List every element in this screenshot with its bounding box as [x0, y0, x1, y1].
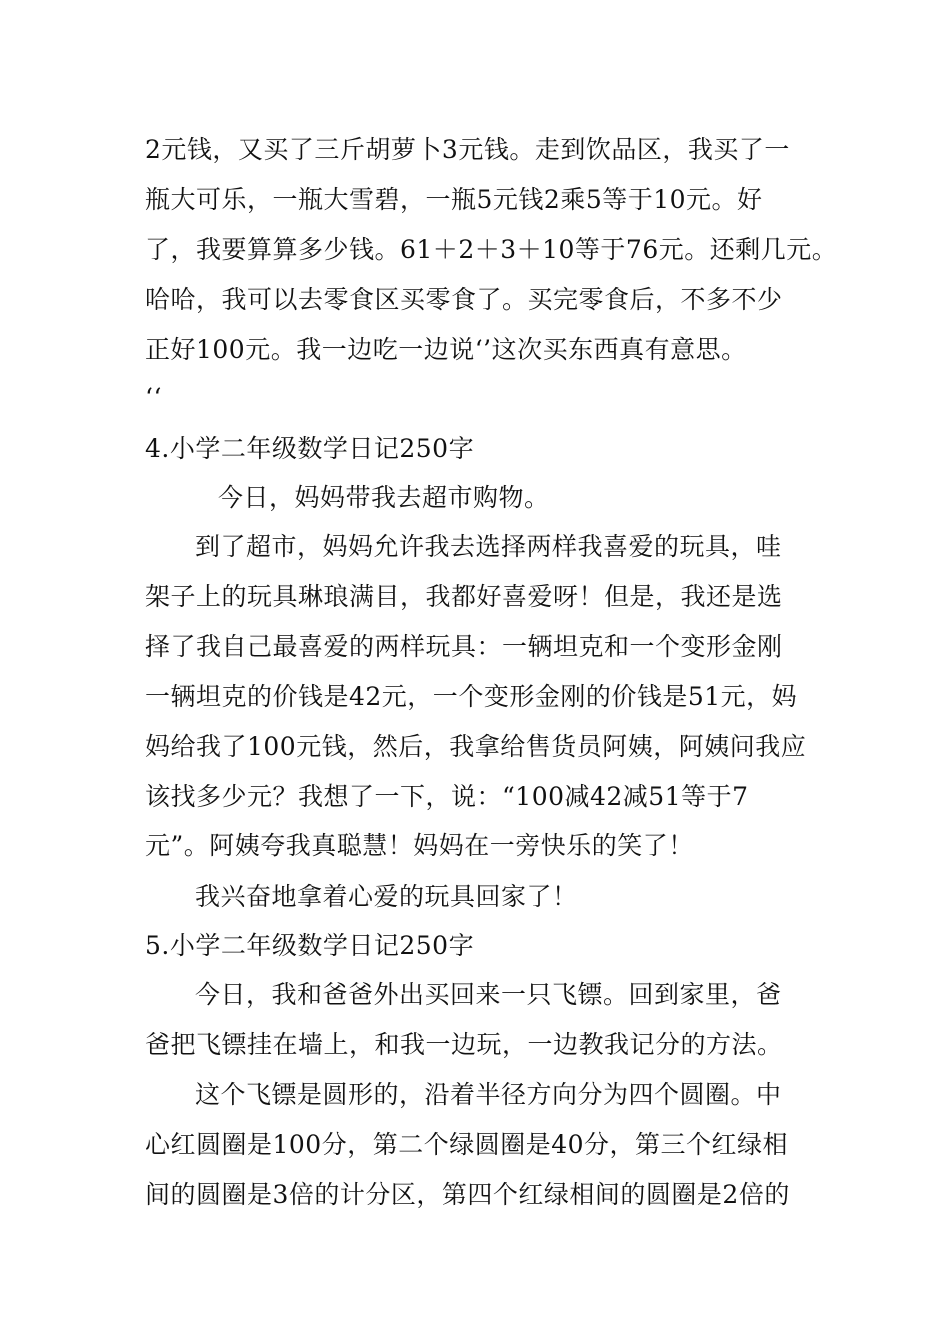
paragraph-line: 到了超市，妈妈允许我去选择两样我喜爱的玩具，哇: [195, 532, 782, 561]
paragraph-line: ‘‘: [145, 383, 162, 412]
paragraph-line: 间的圆圈是3倍的计分区，第四个红绿相间的圆圈是2倍的: [145, 1180, 790, 1209]
paragraph-line: 元”。阿姨夸我真聪慧！妈妈在一旁快乐的笑了！: [145, 831, 694, 860]
section-heading: 5.小学二年级数学日记250字: [145, 931, 475, 960]
paragraph-line: 我兴奋地拿着心爱的玩具回家了！: [195, 882, 578, 911]
paragraph-line: 正好100元。我一边吃一边说‘’这次买东西真有意思。: [145, 335, 747, 364]
paragraph-line: 择了我自己最喜爱的两样玩具：一辆坦克和一个变形金刚: [145, 632, 783, 661]
paragraph-line: 一辆坦克的价钱是42元，一个变形金刚的价钱是51元，妈: [145, 682, 798, 711]
paragraph-line: 爸把飞镖挂在墙上，和我一边玩，一边教我记分的方法。: [145, 1030, 783, 1059]
paragraph-line: 瓶大可乐，一瓶大雪碧，一瓶5元钱2乘5等于10元。好: [145, 185, 763, 214]
paragraph-line: 该找多少元？我想了一下，说：“100减42减51等于7: [145, 782, 749, 811]
section-heading: 4.小学二年级数学日记250字: [145, 434, 475, 463]
paragraph-line: 了，我要算算多少钱。61＋2＋3＋10等于76元。还剩几元。: [145, 235, 838, 264]
paragraph-line: 这个飞镖是圆形的，沿着半径方向分为四个圆圈。中: [195, 1080, 782, 1109]
paragraph-line: 哈哈，我可以去零食区买零食了。买完零食后，不多不少: [145, 285, 783, 314]
paragraph-line: 今日，我和爸爸外出买回来一只飞镖。回到家里，爸: [195, 980, 782, 1009]
paragraph-line: 心红圆圈是100分，第二个绿圆圈是40分，第三个红绿相: [145, 1130, 789, 1159]
paragraph-line: 妈给我了100元钱，然后，我拿给售货员阿姨，阿姨问我应: [145, 732, 807, 761]
paragraph-line: 架子上的玩具琳琅满目，我都好喜爱呀！但是，我还是选: [145, 582, 783, 611]
paragraph-line: 2元钱，又买了三斤胡萝卜3元钱。走到饮品区，我买了一: [145, 135, 790, 164]
paragraph-line: 今日，妈妈带我去超市购物。: [218, 483, 550, 512]
